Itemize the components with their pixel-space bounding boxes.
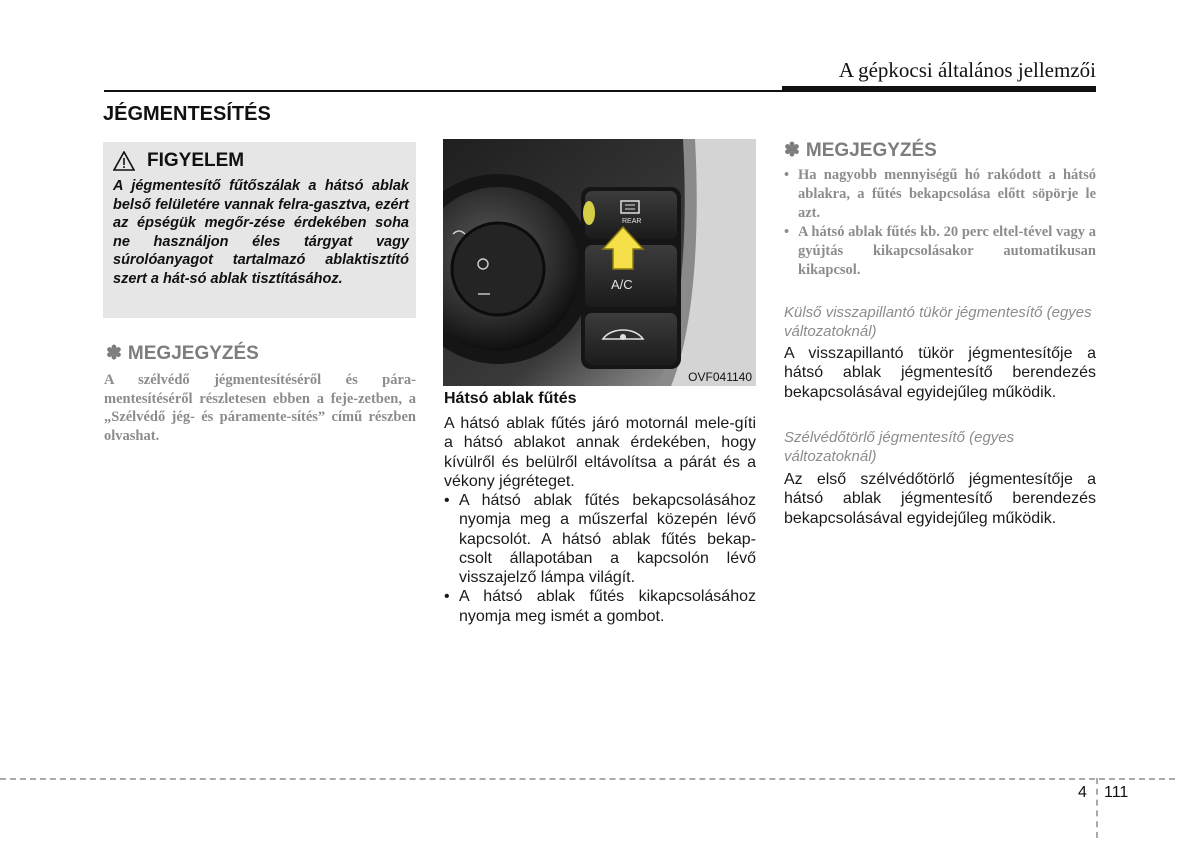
rear-heating-intro: A hátsó ablak fűtés járó motornál mele-gíti a hátsó ablakot annak érdekében, hogy kívülről és belülről eltávolítsa a párát és a vékony jégréteget.: [444, 415, 756, 490]
control-panel-illustration: [443, 139, 756, 386]
list-item: • A hátsó ablak fűtés bekapcsolásához nyomja meg a műszerfal közepén lévő kapcsolót. A hátsó ablak fűtés bekap-csolt állapotában a kapcsolón lévő visszajelző lámpa világít.: [444, 492, 756, 587]
note-right-title-text: MEGJEGYZÉS: [805, 140, 937, 161]
mirror-subtitle: Külső visszapillantó tükör jégmentesítő (egyes változatoknál): [784, 304, 1092, 340]
chapter-number: 4: [1078, 784, 1087, 801]
note-star-icon: ✽: [106, 343, 122, 364]
warning-title: FIGYELEM: [147, 150, 245, 171]
footer-divider: [0, 778, 1175, 780]
mirror-text: A visszapillantó tükör jégmentesítője a hátsó ablak jégmentesítő berendezés bekapcsolásával egyidejűleg működik.: [784, 345, 1096, 401]
list-item: • A hátsó ablak fűtés kikapcsolásához nyomja meg ismét a gombot.: [444, 588, 756, 625]
rear-heating-title: Hátsó ablak fűtés: [444, 390, 577, 407]
list-item: • Ha nagyobb mennyiségű hó rakódott a hátsó ablakra, a fűtés bekapcsolása előtt söpörje le azt.: [784, 167, 1096, 221]
rear-heating-bullets: [444, 491, 756, 626]
header-rule-accent: [782, 86, 1096, 92]
note-left-title-text: MEGJEGYZÉS: [127, 343, 259, 364]
warning-header: [113, 150, 244, 172]
wiper-subtitle: Szélvédőtörlő jégmentesítő (egyes változatoknál): [784, 429, 1015, 465]
footer-vertical-divider: [1096, 778, 1098, 838]
wiper-text: Az első szélvédőtörlő jégmentesítője a hátsó ablak jégmentesítő berendezés bekapcsolásával egyidejűleg működik.: [784, 471, 1096, 527]
note-left-title: [106, 342, 259, 365]
section-title: JÉGMENTESÍTÉS: [103, 103, 271, 125]
rear-button-label: REAR: [622, 218, 642, 225]
warning-text: A jégmentesítő fűtőszálak a hátsó ablak belső felületére vannak felra-gasztva, ezért az épségük megőr-zése érdekében soha ne használjon éles tárgyat vagy súrolóanyagot tartalmazó ablaktisztító szert a hát-só ablak tisztításához.: [113, 178, 409, 287]
note-star-icon: ✽: [784, 140, 800, 161]
note-right-title: [784, 139, 937, 162]
note-left-text: A szélvédő jégmentesítéséről és pára-mentesítéséről részletesen ebben a feje-zetben, a „Szélvédő jég- és páramente-sítés” című részben olvashat.: [104, 372, 416, 444]
warning-box: [103, 142, 416, 318]
running-header-title: A gépkocsi általános jellemzői: [838, 58, 1096, 82]
warning-triangle-icon: [113, 151, 135, 171]
control-panel-photo: [443, 139, 756, 386]
photo-caption: OVF041140: [688, 370, 752, 384]
note-right-bullets: [784, 166, 1096, 280]
ac-button-label: A/C: [611, 277, 633, 292]
indicator-lamp-icon: [583, 201, 595, 225]
list-item: • A hátsó ablak fűtés kb. 20 perc eltel-tével vagy a gyújtás kikapcsolásakor automatikusan kikapcsol.: [784, 224, 1096, 278]
page-number: 111: [1104, 784, 1129, 801]
